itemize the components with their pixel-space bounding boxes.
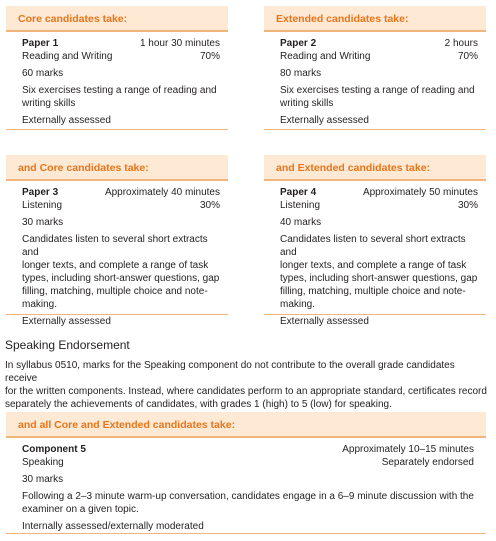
paper-skill: Listening bbox=[22, 200, 63, 211]
paper-skill: Reading and Writing bbox=[22, 51, 113, 62]
paragraph-line: for the written components. Instead, where candidates perform to an appropriate standard, certificates record bbox=[5, 386, 487, 397]
component-5-box bbox=[6, 412, 486, 534]
paper-description-line: making. bbox=[280, 299, 316, 310]
paper-assessment: Externally assessed bbox=[280, 115, 369, 126]
paper-description-line: longer texts, and complete a range of task bbox=[280, 260, 467, 271]
paper-description-line: making. bbox=[22, 299, 58, 310]
box-bottom-rule bbox=[6, 129, 228, 130]
paper-description-line: filling, matching, multiple choice and note- bbox=[280, 286, 466, 297]
component-title: Component 5 bbox=[22, 444, 86, 455]
paper-assessment: Externally assessed bbox=[22, 316, 111, 327]
extended-paper-2-box bbox=[264, 6, 486, 130]
paper-skill: Reading and Writing bbox=[280, 51, 371, 62]
box-header: Extended candidates take: bbox=[264, 6, 486, 32]
paragraph-line: separately the achievements of candidates, with grades 1 (high) to 5 (low) for speaking. bbox=[5, 399, 392, 410]
extended-paper-4-box bbox=[264, 155, 486, 327]
component-endorsement: Separately endorsed bbox=[381, 457, 474, 468]
paper-description-line: types, including short-answer questions, gap bbox=[22, 273, 220, 284]
component-description-line: examiner on a given topic. bbox=[22, 504, 139, 515]
component-marks: 30 marks bbox=[22, 474, 64, 485]
paper-duration: 1 hour 30 minutes bbox=[139, 38, 220, 49]
box-header: and Extended candidates take: bbox=[264, 155, 486, 181]
box-bottom-rule bbox=[6, 314, 228, 315]
paper-description-line: Six exercises testing a range of reading and bbox=[280, 85, 475, 96]
component-skill: Speaking bbox=[22, 457, 64, 468]
paper-marks: 30 marks bbox=[22, 217, 64, 228]
paper-duration: Approximately 40 minutes bbox=[104, 187, 220, 198]
paper-duration: Approximately 50 minutes bbox=[362, 187, 478, 198]
paper-description-line: Candidates listen to several short extracts and bbox=[280, 234, 466, 258]
core-paper-3-box bbox=[6, 155, 228, 327]
paper-description-line: types, including short-answer questions, gap bbox=[280, 273, 478, 284]
paper-weight: 70% bbox=[199, 51, 220, 62]
paper-weight: 70% bbox=[457, 51, 478, 62]
paper-assessment: Externally assessed bbox=[280, 316, 369, 327]
box-header: and all Core and Extended candidates take: bbox=[6, 412, 486, 438]
paper-description-line: Candidates listen to several short extracts and bbox=[22, 234, 208, 258]
paper-weight: 30% bbox=[457, 200, 478, 211]
box-header: Core candidates take: bbox=[6, 6, 228, 32]
box-bottom-rule bbox=[264, 314, 486, 315]
paper-marks: 80 marks bbox=[280, 68, 322, 79]
section-paragraph bbox=[5, 359, 489, 411]
component-duration: Approximately 10–15 minutes bbox=[342, 444, 474, 455]
paper-description-line: writing skills bbox=[280, 98, 334, 109]
paper-assessment: Externally assessed bbox=[22, 115, 111, 126]
paper-description-line: longer texts, and complete a range of task bbox=[22, 260, 209, 271]
box-bottom-rule bbox=[264, 129, 486, 130]
component-assessment: Internally assessed/externally moderated bbox=[22, 521, 204, 532]
paper-description-line: writing skills bbox=[22, 98, 76, 109]
section-heading: Speaking Endorsement bbox=[5, 338, 130, 352]
paper-weight: 30% bbox=[199, 200, 220, 211]
paper-marks: 60 marks bbox=[22, 68, 64, 79]
paper-title: Paper 1 bbox=[22, 38, 59, 49]
paper-description-line: Six exercises testing a range of reading and bbox=[22, 85, 217, 96]
paper-title: Paper 4 bbox=[280, 187, 317, 198]
core-paper-1-box bbox=[6, 6, 228, 130]
paper-title: Paper 2 bbox=[280, 38, 317, 49]
box-header: and Core candidates take: bbox=[6, 155, 228, 181]
paper-marks: 40 marks bbox=[280, 217, 322, 228]
box-bottom-rule bbox=[6, 533, 486, 534]
paper-duration: 2 hours bbox=[444, 38, 478, 49]
paper-description-line: filling, matching, multiple choice and note- bbox=[22, 286, 208, 297]
paper-title: Paper 3 bbox=[22, 187, 59, 198]
paper-skill: Listening bbox=[280, 200, 321, 211]
paragraph-line: In syllabus 0510, marks for the Speaking component do not contribute to the overall grade candidates receive bbox=[5, 360, 455, 384]
component-description-line: Following a 2–3 minute warm-up conversation, candidates engage in a 6–9 minute discussion with the bbox=[22, 491, 474, 502]
